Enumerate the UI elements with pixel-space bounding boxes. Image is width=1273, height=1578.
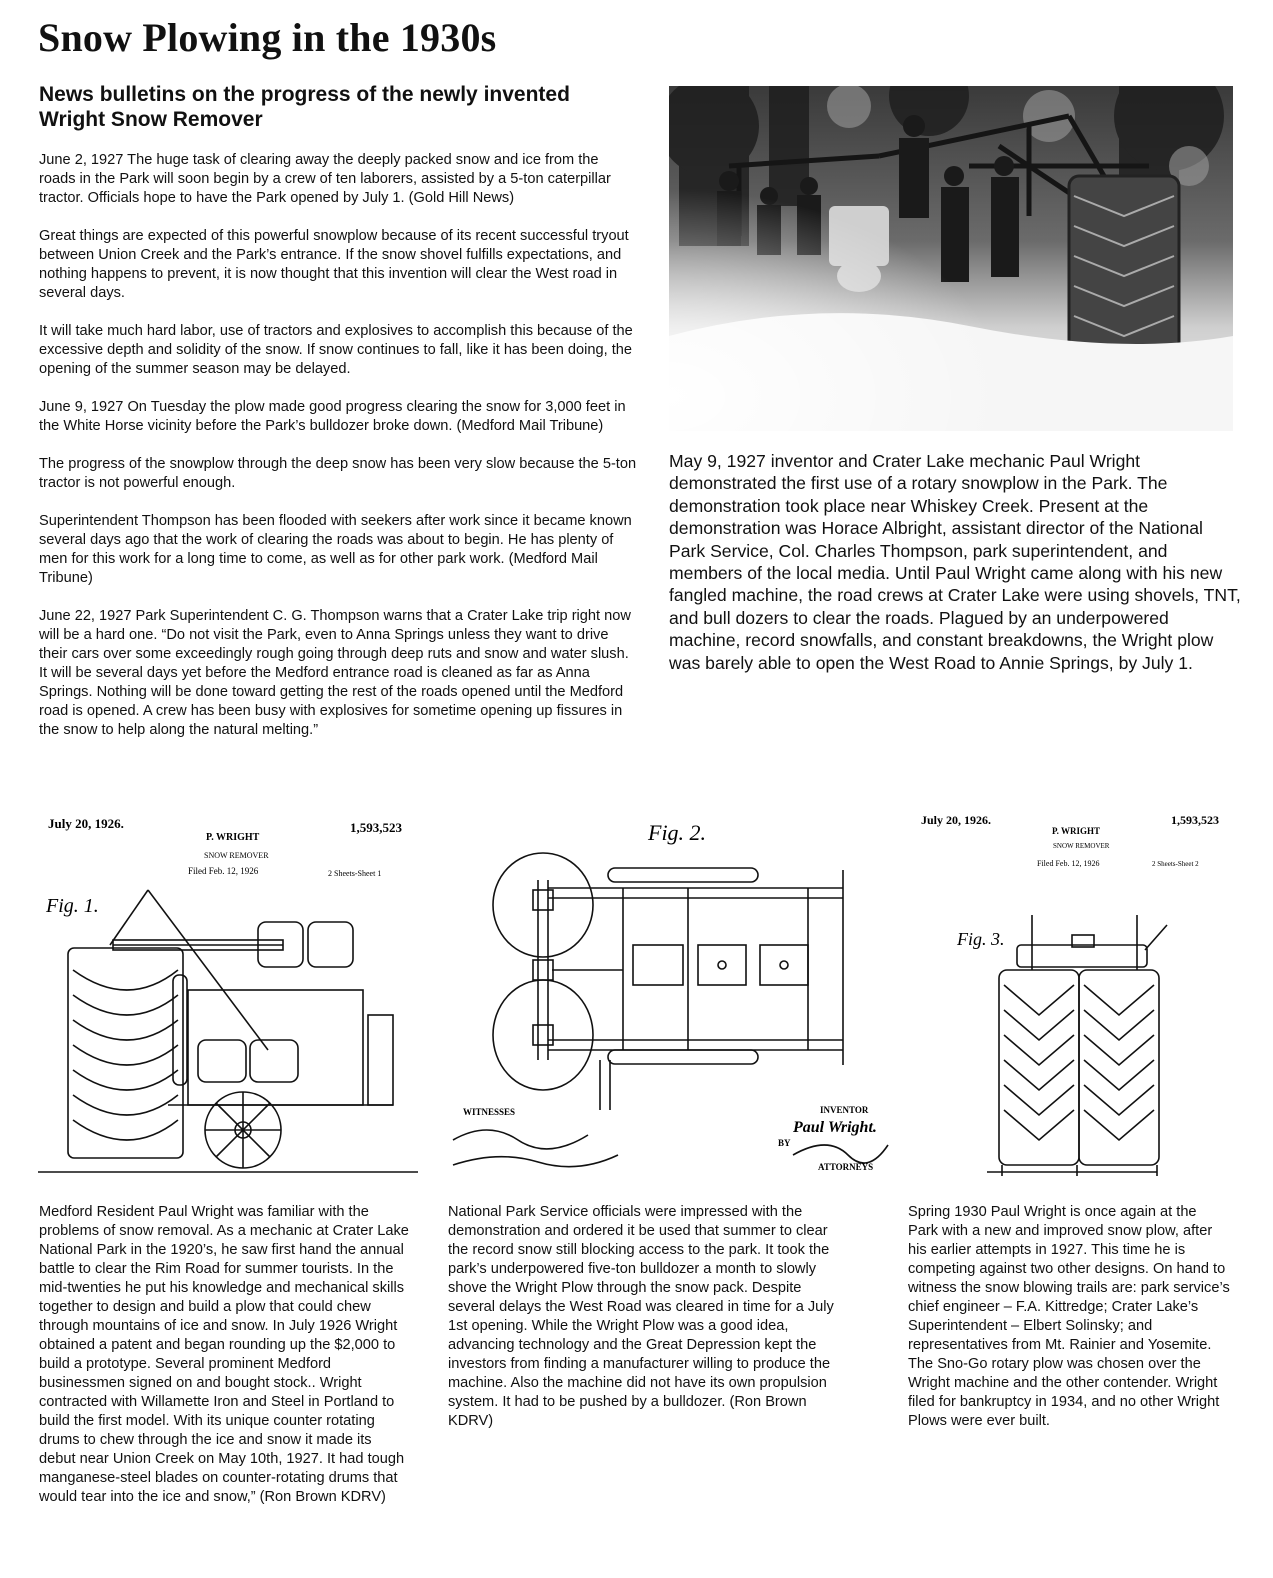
patent-drawing-fig-1 (38, 810, 423, 1192)
figure-label: Fig. 3. (957, 929, 1005, 949)
patent-name: SNOW REMOVER (204, 851, 269, 860)
photo-image (669, 86, 1233, 431)
patent-drawing-3 (907, 810, 1227, 1192)
bulletin-paragraph: June 22, 1927 Park Superintendent C. G. Thompson warns that a Crater Lake trip right now will be a hard one. “Do not visit the Park, even to Anna Springs unless they want to drive their cars over some exceedingly rough going through deep ruts and snow and water slush. It will be several days yet before the Medford entrance road is cleaned as far as Anna Springs. Nothing will be done toward getting the rest of the roads opened until the Medford road is opened. A crew has been busy with explosives for sometime opening up fissures in the snow to help along the natural melting.” (39, 608, 631, 738)
patent-inventor: P. WRIGHT (206, 832, 260, 843)
photo-caption: May 9, 1927 inventor and Crater Lake mechanic Paul Wright demonstrated the first use of a rotary snowplow in the Park. The demonstration took place near Whiskey Creek. Present at the demonstration was Horace Albright, assistant director of the National Park Service, Col. Charles Thompson, park superintendent, and members of the local media. Until Paul Wright came along with his new fangled machine, the road crews at Crater Lake were using shovels, TNT, and bull dozers to clear the roads. Plagued by an underpowered machine, record snowfalls, and constant breakdowns, the Wright plow was barely able to open the West Road to Annie Springs, by July 1. (669, 451, 1241, 673)
attorneys-label: ATTORNEYS (818, 1162, 874, 1172)
patent-drawing-fig-3 (907, 810, 1227, 1192)
figure-label: Fig. 2. (648, 820, 707, 845)
patent-sheets: 2 Sheets-Sheet 1 (328, 869, 382, 878)
patent-date: July 20, 1926. (921, 813, 992, 827)
column-paragraph: National Park Service officials were impressed with the demonstration and ordered it be used that summer to clear the record snow still blocking access to the park. It took the park’s underpowered five-ton bulldozer a month to slowly shove the Wright Plow through the snow pack. Despite several delays the West Road was cleared in time for a July 1st opening. While the Wright Plow was a good idea, advancing technology and the Great Depression kept the investors from finding a manufacturer willing to produce the machine. Also the machine did not have its own propulsion system. It had to be pushed by a bulldozer. (Ron Brown KDRV) (448, 1204, 834, 1429)
patent-drawing-2 (448, 810, 896, 1192)
figure-label: Fig. 1. (46, 895, 99, 917)
bulletin-paragraph: June 2, 1927 The huge task of clearing away the deeply packed snow and ice from the roads in the Park will soon begin by a crew of ten laborers, assisted by a 5-ton caterpillar tractor. Officials hope to have the Park opened by July 1. (Gold Hill News) (39, 152, 611, 206)
patent-date: July 20, 1926. (48, 816, 124, 831)
news-bulletins (39, 151, 639, 759)
column-paragraph: Spring 1930 Paul Wright is once again at the Park with a new and improved snow plow, after his earlier attempts in 1927. This time he is competing against two other designs. On hand to witness the snow blowing trails are: park service’s chief engineer – F.A. Kittredge; Crater Lake’s Superintendent – Elbert Solinsky; and representatives from Mt. Rainier and Yosemite. The Sno-Go rotary plow was chosen over the Wright machine and the other contender. Wright filed for bankruptcy in 1934, and no other Wright Plows were ever built. (908, 1204, 1230, 1429)
patent-sheets: 2 Sheets-Sheet 2 (1152, 860, 1199, 868)
inventor-label: INVENTOR (820, 1105, 869, 1115)
patent-drawing-fig-2 (448, 810, 896, 1192)
text-column-3 (908, 1203, 1230, 1431)
historic-snowplow-photo (669, 86, 1233, 431)
patent-inventor: P. WRIGHT (1052, 826, 1101, 836)
patent-name: SNOW REMOVER (1053, 842, 1110, 850)
bulletin-paragraph: The progress of the snowplow through the deep snow has been very slow because the 5-ton tractor is not powerful enough. (39, 456, 637, 491)
text-column-2 (448, 1203, 840, 1431)
witnesses-label: WITNESSES (463, 1107, 516, 1117)
page-title: Snow Plowing in the 1930s (38, 15, 497, 60)
patent-number: 1,593,523 (350, 820, 402, 835)
bulletin-paragraph: It will take much hard labor, use of tractors and explosives to accomplish this because of the excessive depth and solidity of the snow. If snow continues to fall, like it has been doing, the opening of the summer season may be delayed. (39, 323, 633, 377)
patent-filed: Filed Feb. 12, 1926 (188, 866, 259, 876)
by-label: BY (778, 1138, 791, 1148)
text-column-1 (39, 1203, 411, 1507)
bulletin-paragraph: June 9, 1927 On Tuesday the plow made good progress clearing the snow for 3,000 feet in the White Horse vicinity before the Park’s bulldozer broke down. (Medford Mail Tribune) (39, 399, 626, 434)
patent-number: 1,593,523 (1171, 813, 1219, 827)
patent-drawing-1 (38, 810, 423, 1192)
page-subtitle: News bulletins on the progress of the newly invented Wright Snow Remover (39, 83, 570, 131)
patent-filed: Filed Feb. 12, 1926 (1037, 859, 1100, 868)
bulletin-paragraph: Superintendent Thompson has been flooded with seekers after work since it became known several days ago that the work of clearing the roads was about to begin. He has plenty of men for this work for a long time to come, as well as for other park work. (Medford Mail Tribune) (39, 513, 632, 586)
bulletin-paragraph: Great things are expected of this powerful snowplow because of its recent successful tryout between Union Creek and the Park’s entrance. If the snow shovel fulfills expectations, and nothing happens to prevent, it is now thought that this invention will clear the West road in several days. (39, 228, 629, 301)
column-paragraph: Medford Resident Paul Wright was familiar with the problems of snow removal. As a mechanic at Crater Lake National Park in the 1920’s, he saw first hand the annual battle to clear the Rim Road for summer tourists. In the mid-twenties he put his knowledge and mechanical skills together to design and build a plow that could chew through mountains of ice and snow. In July 1926 Wright obtained a patent and began rounding up the $2,000 to build a prototype. Several prominent Medford businessmen signed on and bought stock.. Wright contracted with Willamette Iron and Steel in Portland to build the first model. With its unique counter rotating drums to chew through the ice and snow it made its debut near Union Creek on May 10th, 1927. It had tough manganese-steel blades on counter-rotating drums that would tear into the ice and snow,” (Ron Brown KDRV) (39, 1204, 409, 1505)
inventor-signature: Paul Wright. (793, 1119, 877, 1136)
